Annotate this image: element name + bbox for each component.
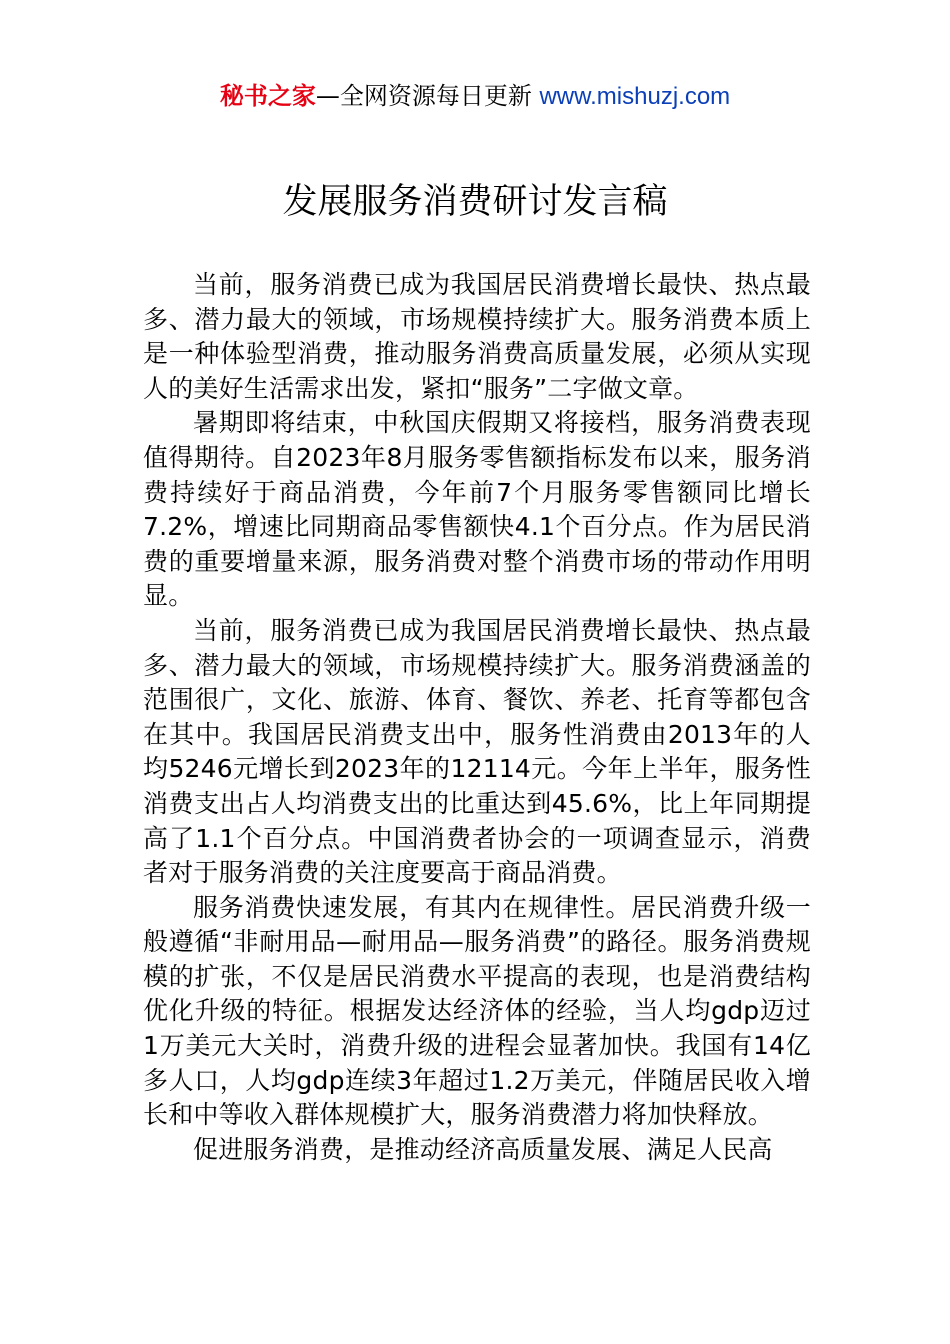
site-header — [0, 80, 950, 113]
paragraph-4: 服务消费快速发展，有其内在规律性。居民消费升级一般遵循“非耐用品—耐用品—服务消费”的路径。服务消费规模的扩张，不仅是居民消费水平提高的表现，也是消费结构优化升级的特征。根据发达经济体的经验，当人均gdp迈过1万美元大关时，消费升级的进程会显著加快。我国有14亿多人口，人均gdp连续3年超过1.2万美元，伴随居民收入增长和中等收入群体规模扩大，服务消费潜力将加快释放。 — [143, 892, 811, 1130]
site-tagline: —全网资源每日更新 — [315, 82, 540, 110]
paragraph-1: 当前，服务消费已成为我国居民消费增长最快、热点最多、潜力最大的领域，市场规模持续扩大。服务消费本质上是一种体验型消费，推动服务消费高质量发展，必须从实现人的美好生活需求出发，紧扣“服务”二字做文章。 — [143, 270, 811, 403]
site-name: 秘书之家 — [219, 82, 316, 110]
paragraph-5: 促进服务消费，是推动经济高质量发展、满足人民高 — [193, 1134, 773, 1164]
paragraph-3: 当前，服务消费已成为我国居民消费增长最快、热点最多、潜力最大的领域，市场规模持续扩大。服务消费涵盖的范围很广，文化、旅游、体育、餐饮、养老、托育等都包含在其中。我国居民消费支出中，服务性消费由2013年的人均5246元增长到2023年的12114元。今年上半年，服务性消费支出占人均消费支出的比重达到45.6%，比上年同期提高了1.1个百分点。中国消费者协会的一项调查显示，消费者对于服务消费的关注度要高于商品消费。 — [143, 615, 811, 888]
document-title: 发展服务消费研讨发言稿 — [282, 182, 668, 222]
site-url-link[interactable]: www.mishuzj.com — [539, 83, 731, 110]
document-body — [143, 268, 811, 1167]
paragraph-2: 暑期即将结束，中秋国庆假期又将接档，服务消费表现值得期待。自2023年8月服务零售额指标发布以来，服务消费持续好于商品消费，今年前7个月服务零售额同比增长7.2%，增速比同期商品零售额快4.1个百分点。作为居民消费的重要增量来源，服务消费对整个消费市场的带动作用明显。 — [143, 408, 811, 611]
